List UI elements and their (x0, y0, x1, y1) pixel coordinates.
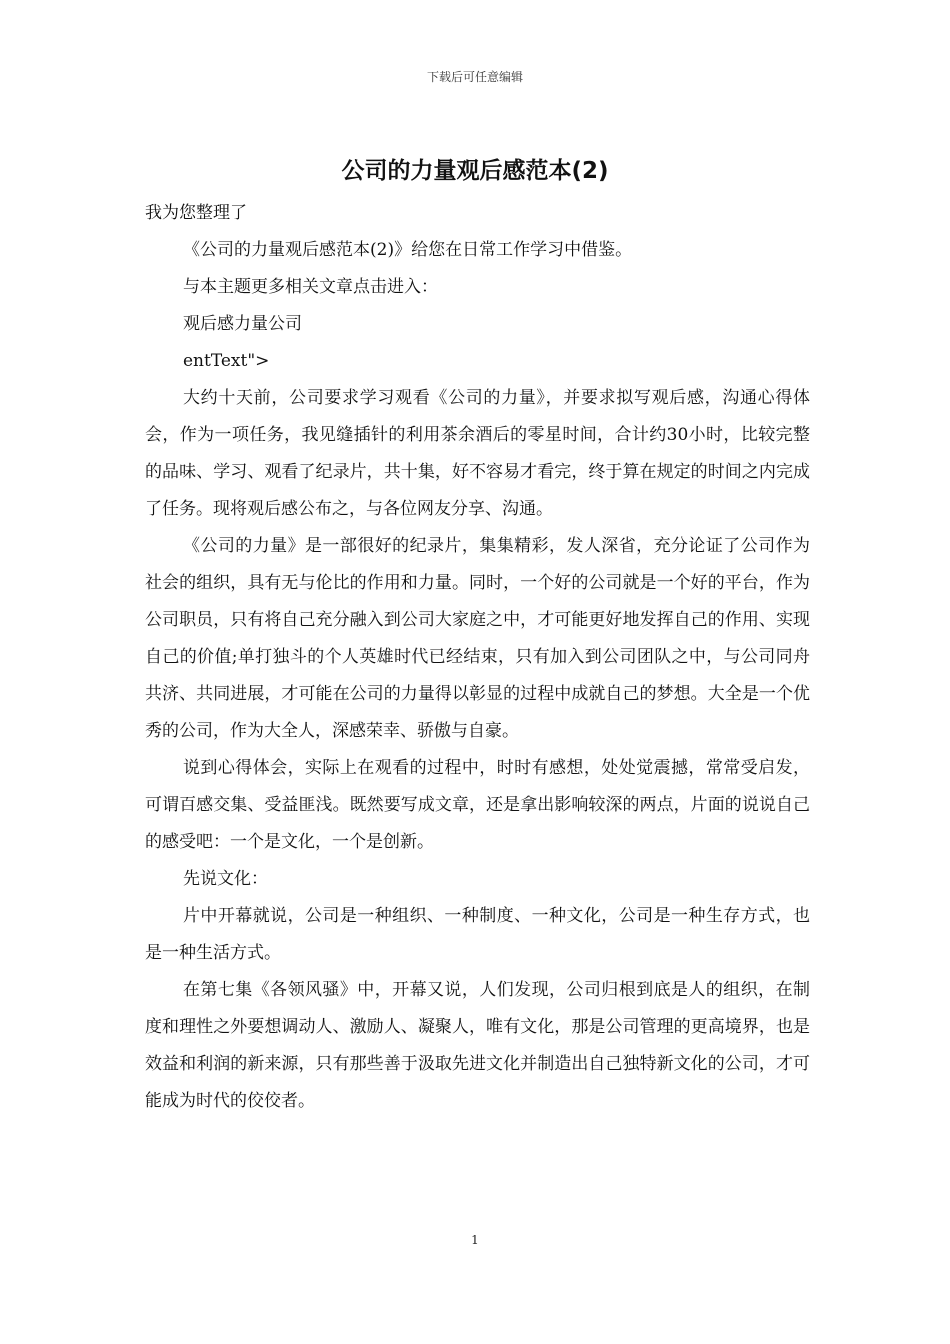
paragraph-reference: 《公司的力量观后感范本(2)》给您在日常工作学习中借鉴。 (183, 240, 633, 260)
paragraph-culture-episode-seven: 在第七集《各领风骚》中，开幕又说，人们发现，公司归根到底是人的组织，在制度和理性之外要想调动人、激励人、凝聚人，唯有文化，那是公司管理的更高境界，也是效益和利润的新来源，只有那些善于汲取先进文化并制造出自己独特新文化的公司，才可能成为时代的佼佼者。 (145, 980, 810, 1111)
paragraph-culture-heading: 先说文化： (183, 869, 268, 889)
paragraph-background: 大约十天前，公司要求学习观看《公司的力量》，并要求拟写观后感，沟通心得体会，作为一项任务，我见缝插针的利用茶余酒后的零星时间，合计约30小时，比较完整的品味、学习、观看了纪录片，共十集，好不容易才看完，终于算在规定的时间之内完成了任务。现将观后感公布之，与各位网友分享、沟通。 (145, 388, 810, 519)
paragraph-takeaways: 说到心得体会，实际上在观看的过程中，时时有感想，处处觉震撼，常常受启发，可谓百感交集、受益匪浅。既然要写成文章，还是拿出影响较深的两点，片面的说说自己的感受吧：一个是文化，一个是创新。 (145, 758, 810, 852)
paragraph-related-keywords: 观后感力量公司 (183, 314, 302, 334)
paragraph-markup-fragment: entText"> (183, 351, 270, 371)
paragraph-intro: 我为您整理了 (145, 203, 247, 223)
paragraph-documentary-review: 《公司的力量》是一部很好的纪录片，集集精彩，发人深省，充分论证了公司作为社会的组织，具有无与伦比的作用和力量。同时，一个好的公司就是一个好的平台，作为公司职员，只有将自己充分融入到公司大家庭之中，才可能更好地发挥自己的作用、实现自己的价值;单打独斗的个人英雄时代已经结束，只有加入到公司团队之中，与公司同舟共济、共同进展，才可能在公司的力量得以彰显的过程中成就自己的梦想。大全是一个优秀的公司，作为大全人，深感荣幸、骄傲与自豪。 (145, 536, 810, 741)
paragraph-culture-opening: 片中开幕就说，公司是一种组织、一种制度、一种文化，公司是一种生存方式，也是一种生活方式。 (145, 906, 810, 963)
paragraph-related-prompt: 与本主题更多相关文章点击进入： (183, 277, 438, 297)
page-number: 1 (471, 1233, 479, 1247)
document-title: 公司的力量观后感范本(2) (341, 158, 609, 184)
document-body (145, 195, 810, 1120)
page-header: 下载后可任意编辑 (426, 70, 523, 84)
